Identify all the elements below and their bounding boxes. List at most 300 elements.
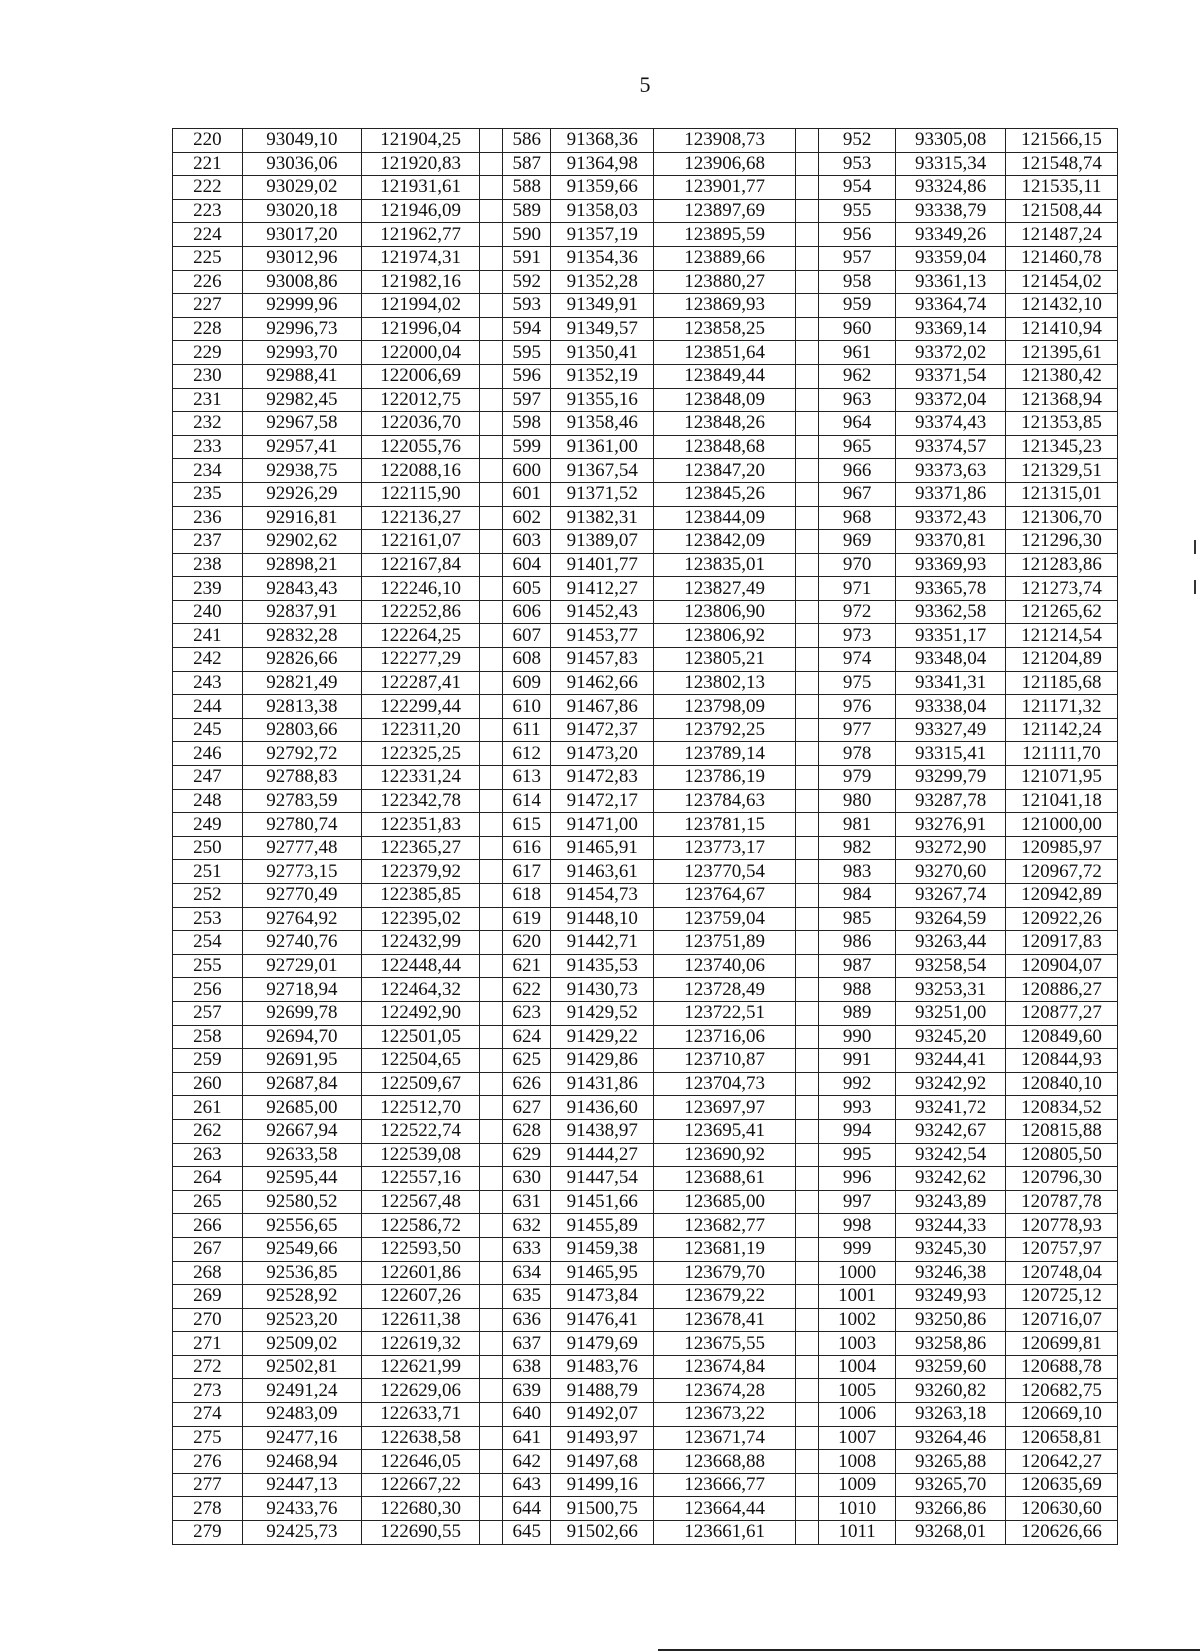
y-coordinate: 123848,09 (654, 388, 795, 412)
y-coordinate: 122492,90 (361, 1001, 479, 1025)
separator-cell (795, 412, 818, 436)
separator-cell (480, 506, 503, 530)
point-number: 625 (503, 1049, 551, 1073)
x-coordinate: 93263,44 (896, 931, 1006, 955)
point-number: 593 (503, 294, 551, 318)
point-number: 615 (503, 813, 551, 837)
table-row (173, 246, 1118, 270)
point-number: 980 (819, 789, 896, 813)
y-coordinate: 123845,26 (654, 482, 795, 506)
x-coordinate: 91453,77 (550, 624, 653, 648)
point-number: 619 (503, 907, 551, 931)
separator-cell (480, 1308, 503, 1332)
y-coordinate: 121265,62 (1006, 600, 1118, 624)
point-number: 273 (173, 1379, 243, 1403)
point-number: 966 (819, 459, 896, 483)
separator-cell (480, 1143, 503, 1167)
point-number: 590 (503, 223, 551, 247)
y-coordinate: 123880,27 (654, 270, 795, 294)
separator-cell (795, 766, 818, 790)
separator-cell (795, 789, 818, 813)
x-coordinate: 93263,18 (896, 1403, 1006, 1427)
y-coordinate: 121071,95 (1006, 766, 1118, 790)
separator-cell (480, 530, 503, 554)
y-coordinate: 120669,10 (1006, 1403, 1118, 1427)
separator-cell (795, 1308, 818, 1332)
separator-cell (480, 600, 503, 624)
x-coordinate: 93305,08 (896, 129, 1006, 153)
separator-cell (795, 199, 818, 223)
x-coordinate: 91454,73 (550, 884, 653, 908)
point-number: 953 (819, 152, 896, 176)
x-coordinate: 93324,86 (896, 176, 1006, 200)
x-coordinate: 91476,41 (550, 1308, 653, 1332)
x-coordinate: 92729,01 (242, 954, 361, 978)
table-row (173, 1096, 1118, 1120)
separator-cell (480, 648, 503, 672)
x-coordinate: 91473,84 (550, 1285, 653, 1309)
point-number: 595 (503, 341, 551, 365)
y-coordinate: 123806,90 (654, 600, 795, 624)
point-number: 634 (503, 1261, 551, 1285)
point-number: 246 (173, 742, 243, 766)
y-coordinate: 122448,44 (361, 954, 479, 978)
separator-cell (795, 1426, 818, 1450)
x-coordinate: 93349,26 (896, 223, 1006, 247)
separator-cell (480, 152, 503, 176)
separator-cell (795, 695, 818, 719)
x-coordinate: 91354,36 (550, 246, 653, 270)
separator-cell (480, 1285, 503, 1309)
separator-cell (480, 223, 503, 247)
separator-cell (480, 1001, 503, 1025)
y-coordinate: 121111,70 (1006, 742, 1118, 766)
y-coordinate: 120886,27 (1006, 978, 1118, 1002)
point-number: 601 (503, 482, 551, 506)
table-row (173, 1119, 1118, 1143)
separator-cell (480, 1119, 503, 1143)
x-coordinate: 92832,28 (242, 624, 361, 648)
point-number: 638 (503, 1355, 551, 1379)
y-coordinate: 122299,44 (361, 695, 479, 719)
point-number: 589 (503, 199, 551, 223)
point-number: 594 (503, 317, 551, 341)
x-coordinate: 93245,30 (896, 1237, 1006, 1261)
point-number: 245 (173, 718, 243, 742)
y-coordinate: 120688,78 (1006, 1355, 1118, 1379)
coordinates-table-body (173, 129, 1118, 1545)
x-coordinate: 92580,52 (242, 1190, 361, 1214)
x-coordinate: 91442,71 (550, 931, 653, 955)
y-coordinate: 122379,92 (361, 860, 479, 884)
x-coordinate: 91371,52 (550, 482, 653, 506)
point-number: 645 (503, 1521, 551, 1545)
point-number: 992 (819, 1072, 896, 1096)
x-coordinate: 93242,92 (896, 1072, 1006, 1096)
y-coordinate: 120626,66 (1006, 1521, 1118, 1545)
y-coordinate: 122385,85 (361, 884, 479, 908)
point-number: 957 (819, 246, 896, 270)
table-row (173, 1025, 1118, 1049)
point-number: 259 (173, 1049, 243, 1073)
point-number: 614 (503, 789, 551, 813)
y-coordinate: 121329,51 (1006, 459, 1118, 483)
point-number: 244 (173, 695, 243, 719)
table-row (173, 152, 1118, 176)
x-coordinate: 92740,76 (242, 931, 361, 955)
table-row (173, 1379, 1118, 1403)
y-coordinate: 121962,77 (361, 223, 479, 247)
point-number: 605 (503, 577, 551, 601)
edge-mark (1194, 540, 1196, 554)
y-coordinate: 122365,27 (361, 836, 479, 860)
separator-cell (795, 671, 818, 695)
y-coordinate: 121548,74 (1006, 152, 1118, 176)
separator-cell (480, 931, 503, 955)
page-number: 5 (639, 72, 651, 97)
separator-cell (795, 1497, 818, 1521)
point-number: 271 (173, 1332, 243, 1356)
point-number: 609 (503, 671, 551, 695)
point-number: 234 (173, 459, 243, 483)
separator-cell (480, 766, 503, 790)
separator-cell (795, 742, 818, 766)
y-coordinate: 123792,25 (654, 718, 795, 742)
x-coordinate: 93359,04 (896, 246, 1006, 270)
table-row (173, 1355, 1118, 1379)
point-number: 630 (503, 1167, 551, 1191)
point-number: 958 (819, 270, 896, 294)
x-coordinate: 91463,61 (550, 860, 653, 884)
point-number: 249 (173, 813, 243, 837)
x-coordinate: 93299,79 (896, 766, 1006, 790)
y-coordinate: 122680,30 (361, 1497, 479, 1521)
x-coordinate: 91467,86 (550, 695, 653, 719)
separator-cell (795, 246, 818, 270)
x-coordinate: 92938,75 (242, 459, 361, 483)
separator-cell (795, 506, 818, 530)
y-coordinate: 122646,05 (361, 1450, 479, 1474)
y-coordinate: 122567,48 (361, 1190, 479, 1214)
separator-cell (480, 577, 503, 601)
table-row (173, 1332, 1118, 1356)
table-row (173, 1403, 1118, 1427)
table-row (173, 1143, 1118, 1167)
separator-cell (795, 270, 818, 294)
point-number: 239 (173, 577, 243, 601)
x-coordinate: 91429,52 (550, 1001, 653, 1025)
separator-cell (480, 1379, 503, 1403)
x-coordinate: 93272,90 (896, 836, 1006, 860)
point-number: 599 (503, 435, 551, 459)
point-number: 961 (819, 341, 896, 365)
point-number: 588 (503, 176, 551, 200)
separator-cell (795, 931, 818, 955)
y-coordinate: 123802,13 (654, 671, 795, 695)
y-coordinate: 120985,97 (1006, 836, 1118, 860)
point-number: 999 (819, 1237, 896, 1261)
x-coordinate: 91358,46 (550, 412, 653, 436)
point-number: 626 (503, 1072, 551, 1096)
table-row (173, 1001, 1118, 1025)
separator-cell (795, 1379, 818, 1403)
separator-cell (480, 836, 503, 860)
y-coordinate: 121204,89 (1006, 648, 1118, 672)
separator-cell (480, 1261, 503, 1285)
point-number: 598 (503, 412, 551, 436)
y-coordinate: 123690,92 (654, 1143, 795, 1167)
table-row (173, 435, 1118, 459)
point-number: 955 (819, 199, 896, 223)
x-coordinate: 93270,60 (896, 860, 1006, 884)
separator-cell (480, 695, 503, 719)
point-number: 617 (503, 860, 551, 884)
separator-cell (795, 435, 818, 459)
separator-cell (795, 152, 818, 176)
point-number: 591 (503, 246, 551, 270)
table-row (173, 317, 1118, 341)
point-number: 1002 (819, 1308, 896, 1332)
separator-cell (795, 1143, 818, 1167)
table-row (173, 553, 1118, 577)
table-row (173, 1426, 1118, 1450)
x-coordinate: 91499,16 (550, 1473, 653, 1497)
table-row (173, 341, 1118, 365)
y-coordinate: 123848,68 (654, 435, 795, 459)
point-number: 970 (819, 553, 896, 577)
x-coordinate: 93351,17 (896, 624, 1006, 648)
y-coordinate: 120716,07 (1006, 1308, 1118, 1332)
separator-cell (795, 1403, 818, 1427)
y-coordinate: 123674,84 (654, 1355, 795, 1379)
separator-cell (795, 1049, 818, 1073)
point-number: 254 (173, 931, 243, 955)
x-coordinate: 92425,73 (242, 1521, 361, 1545)
x-coordinate: 91361,00 (550, 435, 653, 459)
point-number: 264 (173, 1167, 243, 1191)
separator-cell (795, 1119, 818, 1143)
point-number: 592 (503, 270, 551, 294)
x-coordinate: 91364,98 (550, 152, 653, 176)
x-coordinate: 93012,96 (242, 246, 361, 270)
y-coordinate: 122012,75 (361, 388, 479, 412)
y-coordinate: 123664,44 (654, 1497, 795, 1521)
point-number: 991 (819, 1049, 896, 1073)
point-number: 644 (503, 1497, 551, 1521)
x-coordinate: 91412,27 (550, 577, 653, 601)
point-number: 587 (503, 152, 551, 176)
separator-cell (795, 553, 818, 577)
point-number: 979 (819, 766, 896, 790)
x-coordinate: 92792,72 (242, 742, 361, 766)
x-coordinate: 93264,59 (896, 907, 1006, 931)
separator-cell (795, 1237, 818, 1261)
separator-cell (795, 1025, 818, 1049)
x-coordinate: 91457,83 (550, 648, 653, 672)
table-row (173, 364, 1118, 388)
point-number: 262 (173, 1119, 243, 1143)
separator-cell (795, 907, 818, 931)
table-row (173, 1261, 1118, 1285)
y-coordinate: 122325,25 (361, 742, 479, 766)
point-number: 224 (173, 223, 243, 247)
point-number: 618 (503, 884, 551, 908)
x-coordinate: 93369,93 (896, 553, 1006, 577)
point-number: 604 (503, 553, 551, 577)
y-coordinate: 121508,44 (1006, 199, 1118, 223)
point-number: 1000 (819, 1261, 896, 1285)
separator-cell (480, 1214, 503, 1238)
table-row (173, 1049, 1118, 1073)
point-number: 981 (819, 813, 896, 837)
x-coordinate: 93371,54 (896, 364, 1006, 388)
table-row (173, 954, 1118, 978)
point-number: 962 (819, 364, 896, 388)
x-coordinate: 92694,70 (242, 1025, 361, 1049)
y-coordinate: 122464,32 (361, 978, 479, 1002)
separator-cell (795, 176, 818, 200)
point-number: 274 (173, 1403, 243, 1427)
y-coordinate: 122331,24 (361, 766, 479, 790)
point-number: 642 (503, 1450, 551, 1474)
x-coordinate: 93244,33 (896, 1214, 1006, 1238)
y-coordinate: 122539,08 (361, 1143, 479, 1167)
separator-cell (480, 1096, 503, 1120)
point-number: 252 (173, 884, 243, 908)
x-coordinate: 93246,38 (896, 1261, 1006, 1285)
point-number: 596 (503, 364, 551, 388)
y-coordinate: 121142,24 (1006, 718, 1118, 742)
x-coordinate: 91382,31 (550, 506, 653, 530)
separator-cell (480, 718, 503, 742)
separator-cell (480, 176, 503, 200)
separator-cell (480, 884, 503, 908)
x-coordinate: 92773,15 (242, 860, 361, 884)
y-coordinate: 123906,68 (654, 152, 795, 176)
point-number: 1004 (819, 1355, 896, 1379)
y-coordinate: 123835,01 (654, 553, 795, 577)
y-coordinate: 121353,85 (1006, 412, 1118, 436)
x-coordinate: 93268,01 (896, 1521, 1006, 1545)
point-number: 968 (819, 506, 896, 530)
y-coordinate: 122593,50 (361, 1237, 479, 1261)
table-row (173, 388, 1118, 412)
y-coordinate: 122395,02 (361, 907, 479, 931)
y-coordinate: 122055,76 (361, 435, 479, 459)
x-coordinate: 93338,04 (896, 695, 1006, 719)
y-coordinate: 123671,74 (654, 1426, 795, 1450)
y-coordinate: 123674,28 (654, 1379, 795, 1403)
point-number: 990 (819, 1025, 896, 1049)
y-coordinate: 121920,83 (361, 152, 479, 176)
y-coordinate: 120748,04 (1006, 1261, 1118, 1285)
y-coordinate: 122557,16 (361, 1167, 479, 1191)
table-row (173, 199, 1118, 223)
x-coordinate: 92685,00 (242, 1096, 361, 1120)
y-coordinate: 123889,66 (654, 246, 795, 270)
x-coordinate: 92502,81 (242, 1355, 361, 1379)
y-coordinate: 123895,59 (654, 223, 795, 247)
separator-cell (480, 412, 503, 436)
table-row (173, 907, 1118, 931)
x-coordinate: 93361,13 (896, 270, 1006, 294)
y-coordinate: 123728,49 (654, 978, 795, 1002)
y-coordinate: 120967,72 (1006, 860, 1118, 884)
separator-cell (795, 1285, 818, 1309)
table-row (173, 1497, 1118, 1521)
y-coordinate: 123666,77 (654, 1473, 795, 1497)
x-coordinate: 91452,43 (550, 600, 653, 624)
point-number: 620 (503, 931, 551, 955)
y-coordinate: 122000,04 (361, 341, 479, 365)
separator-cell (795, 1167, 818, 1191)
separator-cell (795, 978, 818, 1002)
separator-cell (480, 1190, 503, 1214)
point-number: 611 (503, 718, 551, 742)
point-number: 982 (819, 836, 896, 860)
x-coordinate: 92770,49 (242, 884, 361, 908)
point-number: 976 (819, 695, 896, 719)
separator-cell (480, 1332, 503, 1356)
point-number: 983 (819, 860, 896, 884)
point-number: 606 (503, 600, 551, 624)
separator-cell (480, 270, 503, 294)
point-number: 267 (173, 1237, 243, 1261)
y-coordinate: 122638,58 (361, 1426, 479, 1450)
y-coordinate: 123673,22 (654, 1403, 795, 1427)
x-coordinate: 93267,74 (896, 884, 1006, 908)
x-coordinate: 91488,79 (550, 1379, 653, 1403)
point-number: 603 (503, 530, 551, 554)
y-coordinate: 122501,05 (361, 1025, 479, 1049)
y-coordinate: 121487,24 (1006, 223, 1118, 247)
y-coordinate: 121904,25 (361, 129, 479, 153)
x-coordinate: 93253,31 (896, 978, 1006, 1002)
separator-cell (480, 1072, 503, 1096)
separator-cell (795, 1214, 818, 1238)
y-coordinate: 121345,23 (1006, 435, 1118, 459)
point-number: 986 (819, 931, 896, 955)
x-coordinate: 92821,49 (242, 671, 361, 695)
y-coordinate: 123851,64 (654, 341, 795, 365)
point-number: 222 (173, 176, 243, 200)
separator-cell (480, 388, 503, 412)
point-number: 250 (173, 836, 243, 860)
x-coordinate: 91462,66 (550, 671, 653, 695)
y-coordinate: 122611,38 (361, 1308, 479, 1332)
point-number: 241 (173, 624, 243, 648)
y-coordinate: 122167,84 (361, 553, 479, 577)
y-coordinate: 121996,04 (361, 317, 479, 341)
point-number: 965 (819, 435, 896, 459)
y-coordinate: 122432,99 (361, 931, 479, 955)
point-number: 621 (503, 954, 551, 978)
y-coordinate: 120805,50 (1006, 1143, 1118, 1167)
x-coordinate: 91435,53 (550, 954, 653, 978)
y-coordinate: 120917,83 (1006, 931, 1118, 955)
point-number: 237 (173, 530, 243, 554)
x-coordinate: 91500,75 (550, 1497, 653, 1521)
separator-cell (480, 246, 503, 270)
y-coordinate: 120757,97 (1006, 1237, 1118, 1261)
table-row (173, 1473, 1118, 1497)
x-coordinate: 93258,54 (896, 954, 1006, 978)
y-coordinate: 123722,51 (654, 1001, 795, 1025)
point-number: 610 (503, 695, 551, 719)
table-row (173, 1167, 1118, 1191)
table-row (173, 1237, 1118, 1261)
y-coordinate: 123679,22 (654, 1285, 795, 1309)
